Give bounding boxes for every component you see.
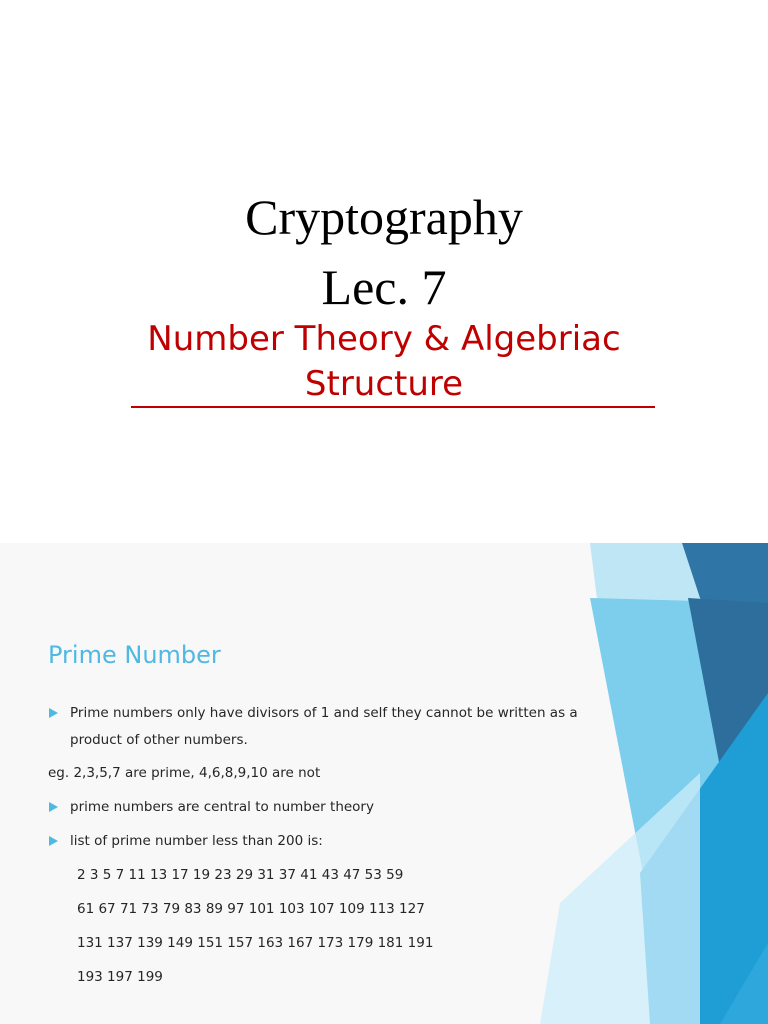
bullet-arrow-icon <box>49 836 58 846</box>
title-underline-divider <box>131 406 655 408</box>
prime-list-row: 61 67 71 73 79 83 89 97 101 103 107 109 113 127 <box>77 901 425 917</box>
prime-list-row: 2 3 5 7 11 13 17 19 23 29 31 37 41 43 47 53 59 <box>77 867 404 883</box>
bullet1-line2: product of other numbers. <box>70 732 248 748</box>
bullet3-text: list of prime number less than 200 is: <box>70 833 323 849</box>
prime-list-row: 193 197 199 <box>77 969 163 985</box>
section-title: Prime Number <box>48 641 221 669</box>
slide-subtitle-line2: Structure <box>304 364 464 404</box>
bullet-arrow-icon <box>49 708 58 718</box>
prime-list-row: 131 137 139 149 151 157 163 167 173 179 181 191 <box>77 935 434 951</box>
bullet2-text: prime numbers are central to number theory <box>70 799 374 815</box>
decor-shape-translucent <box>540 773 700 1024</box>
bullet-arrow-icon <box>49 802 58 812</box>
prime-number-slide <box>0 543 768 1024</box>
decorative-shapes <box>0 543 768 1024</box>
slide-title-line1: Cryptography <box>245 189 523 245</box>
slide-title-line2: Lec. 7 <box>321 259 447 315</box>
example-text: eg. 2,3,5,7 are prime, 4,6,8,9,10 are not <box>48 765 321 781</box>
bullet1-line1: Prime numbers only have divisors of 1 and self they cannot be written as a <box>70 705 578 721</box>
slide-subtitle-line1: Number Theory & Algebriac <box>147 319 621 359</box>
